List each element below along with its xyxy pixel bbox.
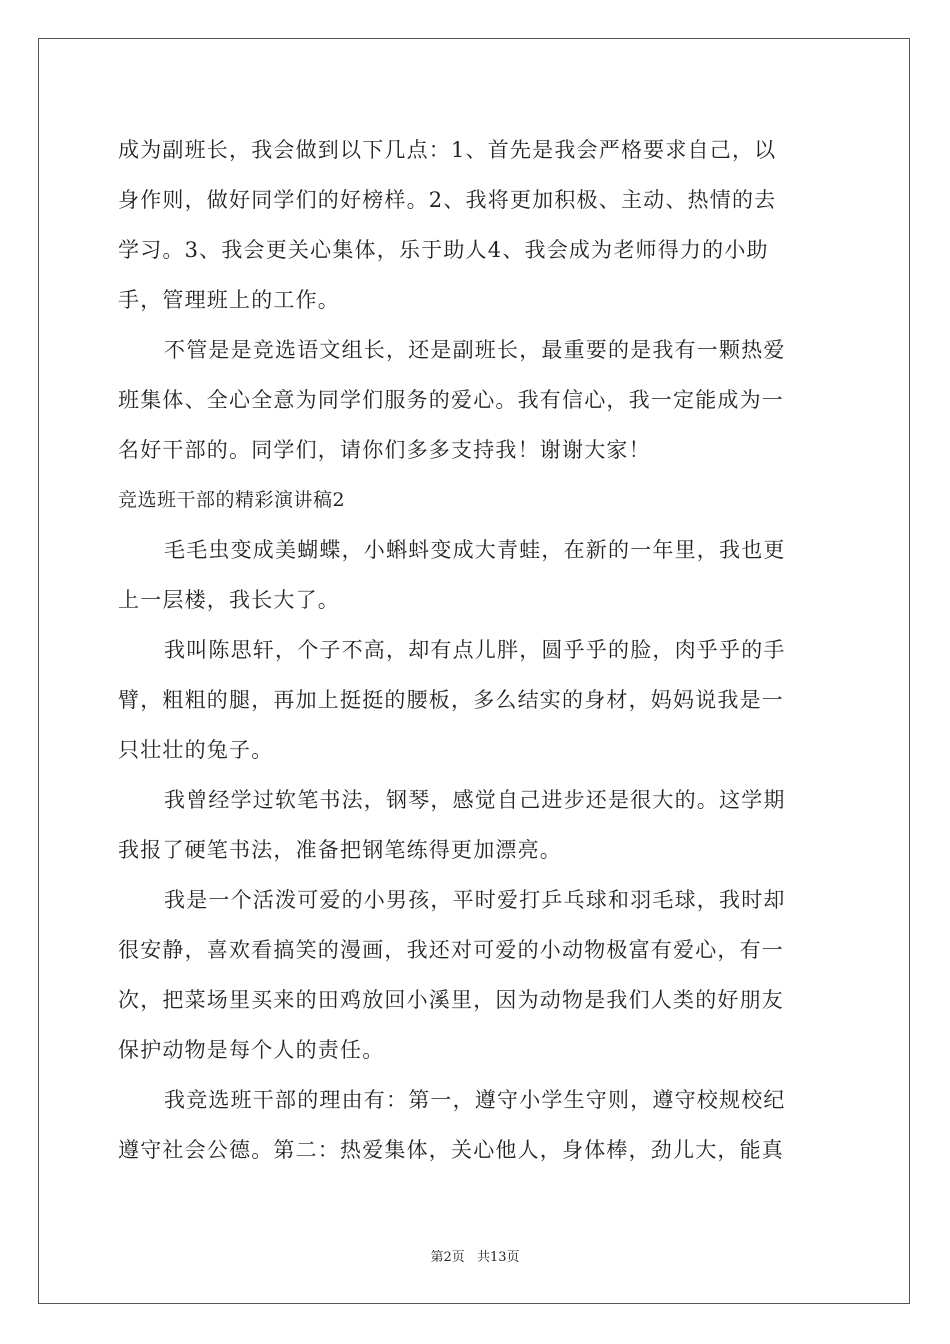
body-text-line: 次，把菜场里买来的田鸡放回小溪里，因为动物是我们人类的好朋友 — [118, 988, 784, 1012]
body-text-line: 臂，粗粗的腿，再加上挺挺的腰板，多么结实的身材，妈妈说我是一 — [118, 688, 784, 712]
body-text-line: 遵守社会公德。第二：热爱集体，关心他人，身体棒，劲儿大，能真 — [118, 1138, 784, 1162]
body-text-line: 我报了硬笔书法，准备把钢笔练得更加漂亮。 — [118, 838, 562, 862]
body-text-line: 手，管理班上的工作。 — [118, 288, 340, 312]
body-text-line: 我是一个活泼可爱的小男孩，平时爱打乒乓球和羽毛球，我时却 — [164, 888, 786, 912]
body-text-line: 成为副班长，我会做到以下几点：1、首先是我会严格要求自己，以 — [118, 138, 777, 162]
body-text-line: 很安静，喜欢看搞笑的漫画，我还对可爱的小动物极富有爱心，有一 — [118, 938, 784, 962]
body-text-line: 我曾经学过软笔书法，钢琴，感觉自己进步还是很大的。这学期 — [164, 788, 786, 812]
body-text-line: 毛毛虫变成美蝴蝶，小蝌蚪变成大青蛙，在新的一年里，我也更 — [164, 538, 786, 562]
page-footer — [0, 1246, 950, 1265]
section-heading: 竞选班干部的精彩演讲稿2 — [118, 489, 346, 511]
body-text-line: 不管是是竞选语文组长，还是副班长，最重要的是我有一颗热爱 — [164, 338, 786, 362]
body-text-line: 上一层楼，我长大了。 — [118, 588, 340, 612]
page-number: 第2页 — [430, 1250, 465, 1265]
body-text-line: 班集体、全心全意为同学们服务的爱心。我有信心，我一定能成为一 — [118, 388, 784, 412]
body-text-line: 我叫陈思轩，个子不高，却有点儿胖，圆乎乎的脸，肉乎乎的手 — [164, 638, 786, 662]
body-text-line: 身作则，做好同学们的好榜样。2、我将更加积极、主动、热情的去 — [118, 188, 777, 212]
page-total: 共13页 — [476, 1250, 520, 1265]
body-text-line: 只壮壮的兔子。 — [118, 738, 274, 762]
body-text-line: 名好干部的。同学们，请你们多多支持我！谢谢大家！ — [118, 438, 651, 462]
body-text-line: 保护动物是每个人的责任。 — [118, 1038, 385, 1062]
body-text-line: 学习。3、我会更关心集体，乐于助人4、我会成为老师得力的小助 — [118, 238, 769, 262]
body-text-line: 我竞选班干部的理由有：第一，遵守小学生守则，遵守校规校纪 — [164, 1088, 786, 1112]
